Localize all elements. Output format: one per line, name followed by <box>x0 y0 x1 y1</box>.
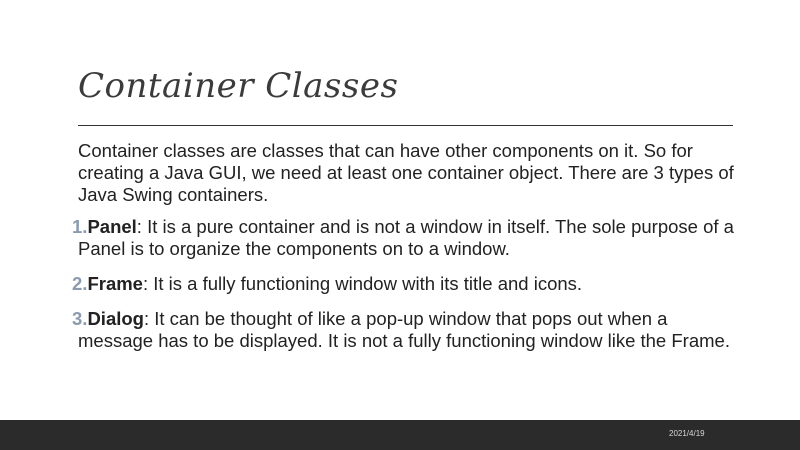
list-number: 2. <box>72 273 88 294</box>
list-item-dialog <box>72 308 743 352</box>
container-types-list <box>72 216 743 352</box>
list-description: : It is a fully functioning window with its title and icons. <box>142 273 583 294</box>
list-number: 3. <box>72 308 88 329</box>
footer-date: 2021/4/19 <box>669 429 705 438</box>
title-divider <box>78 125 733 126</box>
list-number: 1. <box>72 216 88 237</box>
list-term: Panel <box>87 216 137 237</box>
list-item-frame <box>72 273 743 295</box>
intro-paragraph: Container classes are classes that can have other components on it. So for creating a Java GUI, we need at least one container object. There are 3 types of Java Swing containers. <box>78 140 734 205</box>
list-description: : It can be thought of like a pop-up window that pops out when a message has to be displayed. It is not a fully functioning window like the Frame. <box>78 308 730 351</box>
list-term: Frame <box>87 273 143 294</box>
slide-body <box>72 140 743 365</box>
list-item-panel <box>72 216 743 260</box>
list-description: : It is a pure container and is not a window in itself. The sole purpose of a Panel is to organize the components on to a window. <box>78 216 734 259</box>
footer-bar <box>0 420 800 450</box>
slide-title: Container Classes <box>78 66 399 106</box>
list-term: Dialog <box>87 308 144 329</box>
